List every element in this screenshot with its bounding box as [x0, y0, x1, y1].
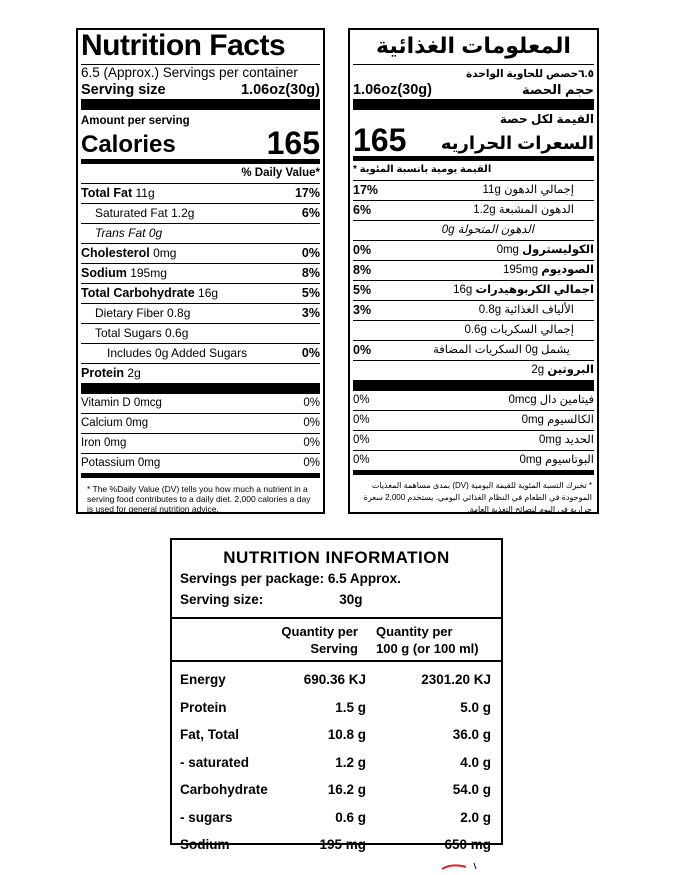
daily-value-footnote: * The %Daily Value (DV) tells you how much a nutrient in a serving food contributes to a daily diet. 2,000 calories a day is used for general nutrition advice.	[87, 484, 311, 514]
nutrition-facts-panel-arabic	[348, 28, 599, 514]
panel-title: NUTRITION INFORMATION	[223, 548, 450, 567]
table-row: - sugars 0.6 g 2.0 g	[180, 809, 491, 825]
serving-size-label: حجم الحصة	[522, 82, 594, 97]
table-row: Protein 1.5 g 5.0 g	[180, 699, 491, 715]
nutrient-row-dietary-fiber: 3% الألياف الغذائية 0.8g	[353, 301, 594, 321]
serving-size-label: Serving size	[81, 82, 166, 98]
amount-per-serving: القيمة لكل حصة	[499, 112, 594, 126]
nutrient-row-total-carbohydrate: 5% اجمالي الكربوهيدرات 16g	[353, 281, 594, 301]
nutrient-row-protein: Protein 2g	[81, 366, 141, 380]
nutrition-information-panel	[170, 538, 503, 852]
nutrient-row-total-carbohydrate: Total Carbohydrate 16g 5%	[81, 284, 320, 304]
nutrient-row-trans-fat: Trans Fat 0g	[81, 224, 320, 244]
calories-label: Calories	[81, 131, 176, 158]
serving-size-value: 1.06oz(30g)	[353, 82, 432, 98]
serving-size-value: 30g	[339, 592, 363, 607]
serving-size-value: 1.06oz(30g)	[241, 82, 320, 98]
panel-title: Nutrition Facts	[81, 30, 320, 65]
table-row: Carbohydrate 16.2 g 54.0 g	[180, 782, 491, 797]
nutrient-row-sodium: 8% الصوديوم 195mg	[353, 261, 594, 281]
nutrient-row-cholesterol: Cholesterol 0mg 0%	[81, 244, 320, 264]
calories-label: السعرات الحراريه	[440, 133, 594, 153]
nutrient-row-saturated-fat: 6% الدهون المشبعة 1.2g	[353, 201, 594, 221]
calories-row	[353, 122, 594, 161]
nutrient-row-trans-fat: الدهون المتحولة 0g	[353, 221, 594, 241]
vitamin-row-calcium: Calcium 0mg 0%	[81, 414, 320, 434]
amount-per-serving: Amount per serving	[81, 115, 190, 127]
daily-value-header: القيمة يومية بانسبة المئوية *	[353, 161, 594, 181]
nutrient-row-sodium: Sodium 195mg 8%	[81, 264, 320, 284]
table-body	[172, 662, 501, 859]
vitamin-row-potassium: Potassium 0mg 0%	[81, 454, 320, 478]
vitamin-row-iron: Iron 0mg 0%	[81, 434, 320, 454]
vitamin-row-vitamin-d: 0% فيتامين دال 0mcg	[353, 391, 594, 411]
thick-divider	[81, 383, 320, 394]
panel-title: المعلومات الغذائية	[353, 30, 594, 65]
servings-per-container: 6.5 (Approx.) Servings per container	[81, 65, 298, 80]
thick-divider	[353, 99, 594, 110]
nutrient-row-total-sugars: إجمالي السكريات 0.6g	[353, 321, 594, 341]
calories-value: 165	[266, 125, 320, 161]
serving-size-label: Serving size:	[180, 592, 264, 607]
thick-divider	[81, 99, 320, 110]
serving-size-row	[81, 81, 320, 99]
thick-divider	[353, 380, 594, 391]
nutrient-row-dietary-fiber: Dietary Fiber 0.8g 3%	[81, 304, 320, 324]
nutrient-row-added-sugars: 0% يشمل 0g السكريات المضافة	[353, 341, 594, 361]
nutrient-row-total-fat: 17% إجمالي الدهون 11g	[353, 181, 594, 201]
calories-row	[81, 127, 320, 164]
serving-size-row	[353, 81, 594, 99]
servings-per-package: Servings per package: 6.5 Approx.	[180, 571, 401, 586]
decorative-mark	[440, 862, 480, 870]
table-row: - saturated 1.2 g 4.0 g	[180, 754, 491, 770]
vitamin-row-potassium: 0% البوتاسيوم 0mg	[353, 451, 594, 475]
vitamin-row-calcium: 0% الكالسيوم 0mg	[353, 411, 594, 431]
calories-value: 165	[353, 122, 407, 158]
vitamin-row-iron: 0% الحديد 0mg	[353, 431, 594, 451]
nutrient-row-added-sugars: Includes 0g Added Sugars 0%	[81, 344, 320, 364]
column-header-per-serving: Quantity per Serving	[281, 624, 358, 656]
nutrient-row-cholesterol: 0% الكوليسترول 0mg	[353, 241, 594, 261]
serving-size-row	[172, 589, 501, 619]
nutrient-row-saturated-fat: Saturated Fat 1.2g 6%	[81, 204, 320, 224]
servings-per-container: ٦.٥حصص للحاوية الواحدة	[466, 68, 594, 80]
table-header	[172, 619, 501, 662]
table-row: Fat, Total 10.8 g 36.0 g	[180, 727, 491, 742]
nutrition-facts-panel-english	[76, 28, 325, 514]
vitamin-row-vitamin-d: Vitamin D 0mcg 0%	[81, 394, 320, 414]
daily-value-footnote: * تخبرك النسبة المئوية للقيمة اليومية (DV) بمدى مساهمة المغذيات الموجودة في الطعام في النظام الغذائي اليومي. يستخدم 2,000 سعرة حرارية في اليوم لنصائح التغذية العامة.	[363, 481, 592, 514]
table-row: Sodium 195 mg 650 mg	[180, 837, 491, 852]
nutrient-row-protein: البروتين 2g	[531, 364, 594, 376]
column-header-per-100g: Quantity per 100 g (or 100 ml)	[376, 624, 479, 656]
nutrient-row-total-fat: Total Fat 11g 17%	[81, 184, 320, 204]
table-row: Energy 690.36 KJ 2301.20 KJ	[180, 672, 491, 687]
nutrient-row-total-sugars: Total Sugars 0.6g	[81, 324, 320, 344]
daily-value-header: % Daily Value*	[81, 164, 320, 184]
